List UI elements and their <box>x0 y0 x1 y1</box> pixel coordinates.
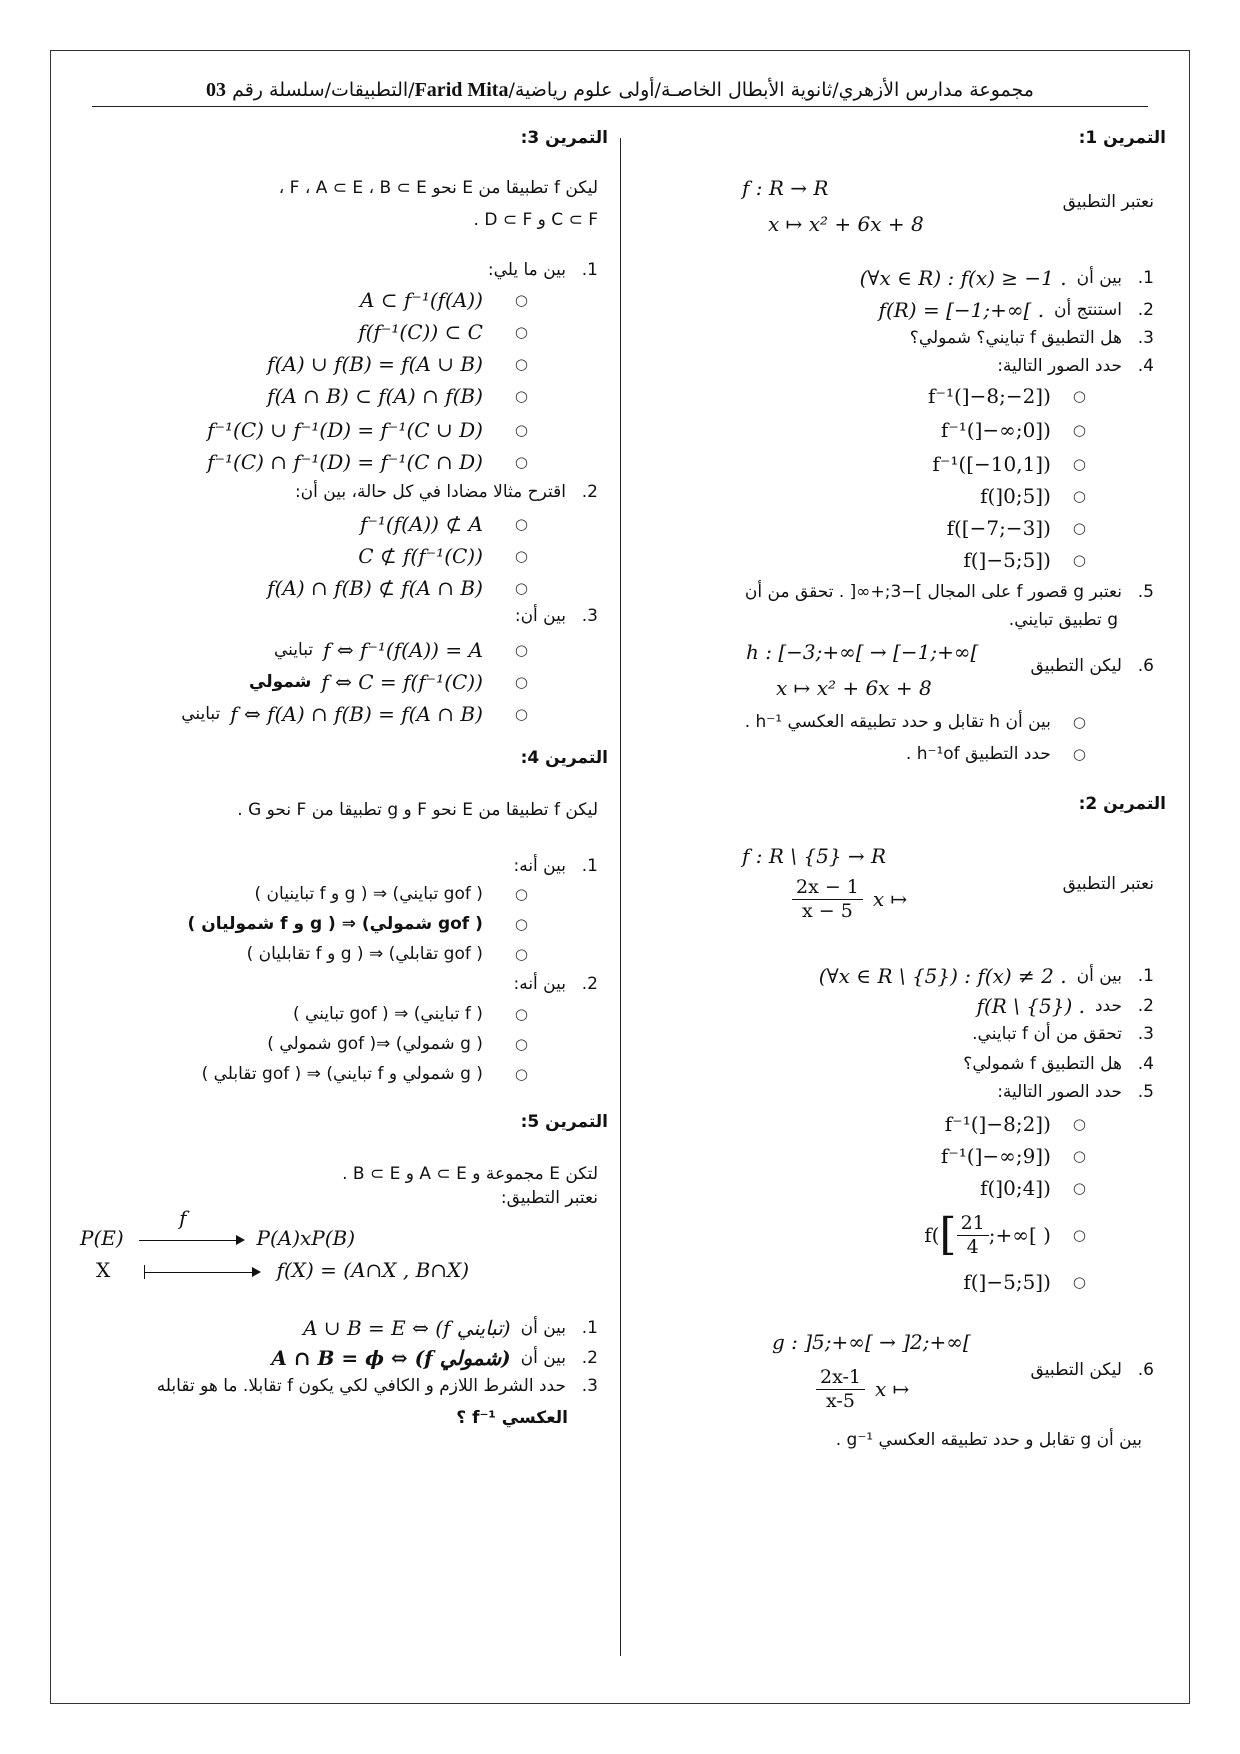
bullet-icon: ○ <box>514 641 528 659</box>
ex5-map-right: P(A)xP(B) <box>256 1226 356 1250</box>
ex5-q3-num: 3. <box>581 1376 598 1396</box>
ex3-q3-text: بين أن: <box>514 606 566 626</box>
ex5-q2 <box>271 1346 598 1370</box>
ex4-q2-item-0: ○ ( f تبايني) ⇒ ( gof تبايني ) <box>292 1004 528 1024</box>
bullet-icon: ○ <box>514 673 528 691</box>
ex3-q3-item-1: ○ f ⇔ C = f(f⁻¹(C)) شمولي <box>249 670 528 694</box>
bullet-icon: ○ <box>1072 1179 1086 1197</box>
ex2-q2-text: حدد <box>1094 996 1122 1016</box>
ex2-q5 <box>997 1082 1154 1102</box>
ex4-q1-item-1: ○ ( gof شمولي) ⇒ ( g و f شموليان ) <box>187 914 528 934</box>
ex2-g-line2 <box>816 1366 909 1413</box>
ex4-q2-item-2: ○ ( g شمولي و f تبايني) ⇒ ( gof تقابلي ) <box>201 1064 528 1084</box>
ex3-q2-num: 2. <box>581 482 598 502</box>
ex3-q3-item-2: ○ f ⇔ f(A) ∩ f(B) = f(A ∩ B) تبايني <box>181 702 528 726</box>
ex4-q1-text: بين أنه: <box>513 856 566 876</box>
ex1-title: التمرين 1: <box>1078 128 1166 148</box>
header-prefix: مجموعة مدارس الأزهري/ثانوية الأبطال الخاصـة/أولى علوم رياضية/ <box>508 79 1034 101</box>
ex2-g-x: x ↦ <box>874 1377 910 1402</box>
bullet-icon: ○ <box>514 515 528 533</box>
ex3-q1-item-3: ○ f(A ∩ B) ⊂ f(A) ∩ f(B) <box>267 384 528 408</box>
ex3-q1-item-5: ○ f⁻¹(C) ∩ f⁻¹(D) = f⁻¹(C ∩ D) <box>207 450 528 474</box>
ex5-q3 <box>157 1376 598 1396</box>
ex3-q3-item-0: ○ f ⇔ f⁻¹(f(A)) = A تبايني <box>274 638 528 662</box>
ex2-g-bot: x-5 <box>826 1389 855 1412</box>
ex4-title: التمرين 4: <box>520 748 608 768</box>
bullet-icon: ○ <box>514 705 528 723</box>
ex2-image-4: ○ f(]−5;5]) <box>963 1270 1086 1294</box>
bullet-icon: ○ <box>1072 745 1086 763</box>
ex1-image-2: ○ f⁻¹([−10,1]) <box>932 452 1086 476</box>
bullet-icon: ○ <box>1072 1147 1086 1165</box>
ex5-q3-text1: حدد الشرط اللازم و الكافي لكي يكون f تقابلا. ما هو تقابله <box>156 1376 566 1396</box>
ex1-q1 <box>860 266 1154 290</box>
column-divider <box>620 138 621 1656</box>
ex2-q5-text: حدد الصور التالية: <box>997 1082 1122 1102</box>
ex5-q1 <box>303 1316 598 1340</box>
ex1-map-line1: f : R → R <box>742 176 829 200</box>
bullet-icon: ○ <box>514 421 528 439</box>
ex4-intro: ليكن f تطبيقا من E نحو F و g تطبيقا من F نحو G . <box>237 800 598 820</box>
bullet-icon: ○ <box>514 387 528 405</box>
ex1-q5-text1: نعتبر g قصور f على المجال ]−3;+∞[ . تحقق من أن <box>744 582 1122 602</box>
ex3-q1-item-0: ○ A ⊂ f⁻¹(f(A)) <box>359 288 528 312</box>
ex5-map-row1 <box>80 1206 356 1250</box>
ex2-g-frac <box>816 1366 865 1413</box>
ex4-q1-item-2: ○ ( gof تقابلي) ⇒ ( g و f تقابليان ) <box>246 944 528 964</box>
bullet-icon: ○ <box>514 323 528 341</box>
bullet-icon: ○ <box>514 453 528 471</box>
ex2-img4-pre: f( <box>924 1223 940 1248</box>
ex1-q6-text: ليكن التطبيق <box>1030 656 1122 676</box>
bullet-icon: ○ <box>1072 487 1086 505</box>
ex1-image-0: ○ f⁻¹(]−8;−2]) <box>928 384 1086 408</box>
ex3-q3-word-0: تبايني <box>274 640 314 660</box>
ex2-q6-num: 6. <box>1137 1360 1154 1380</box>
bullet-icon: ○ <box>514 355 528 373</box>
ex2-image-0: ○ f⁻¹(]−8;2]) <box>944 1112 1086 1136</box>
ex4-q1 <box>513 856 598 876</box>
ex1-h-line1: h : [−3;+∞[ → [−1;+∞[ <box>746 640 979 664</box>
ex1-q2-num: 2. <box>1137 300 1154 320</box>
ex2-map-line2 <box>792 876 907 923</box>
ex3-q2 <box>295 482 598 502</box>
ex2-frac-bot: x − 5 <box>802 899 853 922</box>
ex5-map-x: X <box>96 1258 111 1282</box>
ex2-g-line1: g : ]5;+∞[ → ]2;+∞[ <box>772 1330 971 1354</box>
ex2-img4-frac <box>957 1212 989 1259</box>
ex2-image-1: ○ f⁻¹(]−∞;9]) <box>940 1144 1086 1168</box>
ex3-q1-item-1: ○ f(f⁻¹(C)) ⊂ C <box>358 320 528 344</box>
ex3-q1-item-2: ○ f(A) ∪ f(B) = f(A ∪ B) <box>267 352 528 376</box>
ex3-intro1: ليكن f تطبيقا من E نحو F ، A ⊂ E ، B ⊂ E ، <box>278 178 598 198</box>
header-rule <box>92 106 1148 107</box>
ex2-frac-top: 2x − 1 <box>792 876 863 900</box>
ex1-q6a: ○ بين أن h تقابل و حدد تطبيقه العكسي h⁻¹ . <box>744 712 1086 732</box>
bullet-icon: ○ <box>514 579 528 597</box>
ex1-q1-text: بين أن <box>1076 268 1122 288</box>
bullet-icon: ○ <box>514 1065 528 1083</box>
ex2-q2-math: f(R \ {5}) . <box>976 994 1085 1018</box>
ex1-image-4: ○ f([−7;−3]) <box>946 516 1086 540</box>
ex1-image-1: ○ f⁻¹(]−∞;0]) <box>940 418 1086 442</box>
ex3-q3-num: 3. <box>581 606 598 626</box>
bullet-icon: ○ <box>1072 421 1086 439</box>
ex2-img4-post: ;+∞[ ) <box>988 1223 1051 1248</box>
ex1-q1-num: 1. <box>1137 268 1154 288</box>
bullet-icon: ○ <box>514 945 528 963</box>
bullet-icon: ○ <box>514 1035 528 1053</box>
ex5-q2-text: بين أن <box>520 1348 566 1368</box>
ex2-title: التمرين 2: <box>1078 794 1166 814</box>
ex2-g-top: 2x-1 <box>816 1366 865 1390</box>
bullet-icon: ○ <box>514 547 528 565</box>
ex1-image-5: ○ f(]−5;5]) <box>963 548 1086 572</box>
ex5-intro1: لتكن E مجموعة و A ⊂ E و B ⊂ E . <box>342 1164 598 1184</box>
bullet-icon: ○ <box>1072 1273 1086 1291</box>
maps-to-arrow <box>144 1262 264 1282</box>
ex2-q6a: بين أن g تقابل و حدد تطبيقه العكسي g⁻¹ . <box>835 1430 1142 1450</box>
ex1-h-line2: x ↦ x² + 6x + 8 <box>776 676 932 700</box>
ex1-q5-text2: g تطبيق تبايني. <box>1008 610 1118 630</box>
ex3-q3-word-1: شمولي <box>249 672 312 692</box>
ex3-q2-text: اقترح مثالا مضادا في كل حالة، بين أن: <box>294 482 566 502</box>
ex2-image-2: ○ f(]0;4]) <box>980 1176 1086 1200</box>
ex2-q6-text: ليكن التطبيق <box>1030 1360 1122 1380</box>
header-suffix: /التطبيقات/سلسلة رقم <box>232 79 415 101</box>
ex1-q6b: ○ حدد التطبيق h⁻¹of . <box>905 744 1086 764</box>
ex3-intro2: C ⊂ F و D ⊂ F . <box>473 210 598 230</box>
ex1-map-line2: x ↦ x² + 6x + 8 <box>768 212 924 236</box>
ex5-map-arrow <box>135 1206 245 1250</box>
ex2-q5-num: 5. <box>1137 1082 1154 1102</box>
ex2-q2 <box>977 994 1154 1018</box>
ex4-q2-text: بين أنه: <box>513 974 566 994</box>
ex5-q1-num: 1. <box>581 1318 598 1338</box>
ex2-map-line1: f : R \ {5} → R <box>742 844 887 868</box>
ex3-q2-item-2: ○ f(A) ∩ f(B) ⊄ f(A ∩ B) <box>267 576 528 600</box>
ex2-img4-top: 21 <box>957 1212 989 1236</box>
ex2-q3-text: تحقق من أن f تبايني. <box>972 1024 1122 1044</box>
ex2-q1-math: (∀x ∈ R \ {5}) : f(x) ≠ 2 . <box>818 964 1067 988</box>
ex2-image-3: ○ f( [ $\frac{21}{4}$ ;+∞[ ) <box>924 1209 1086 1261</box>
ex2-q3-num: 3. <box>1137 1024 1154 1044</box>
ex3-q1-text: بين ما يلي: <box>487 260 566 280</box>
ex5-intro2: نعتبر التطبيق: <box>500 1188 598 1208</box>
ex1-q6-num: 6. <box>1137 656 1154 676</box>
ex2-q6 <box>1031 1360 1154 1380</box>
bullet-icon: ○ <box>514 885 528 903</box>
ex3-q2-item-1: ○ C ⊄ f(f⁻¹(C)) <box>358 544 528 568</box>
bullet-icon: ○ <box>1072 455 1086 473</box>
ex3-title: التمرين 3: <box>520 128 608 148</box>
bullet-icon: ○ <box>1072 713 1086 731</box>
ex5-q2-math: A ∩ B = ϕ ⇔ (f شمولي) <box>271 1346 511 1370</box>
ex4-q1-item-0: ○ ( gof تبايني) ⇒ ( g و f تباينيان ) <box>254 884 528 904</box>
ex5-q3-text2: العكسي f⁻¹ ؟ <box>456 1408 568 1428</box>
ex4-q2 <box>513 974 598 994</box>
ex1-q3-text: هل التطبيق f تبايني؟ شمولي؟ <box>909 328 1122 348</box>
ex1-q3 <box>910 328 1154 348</box>
ex2-intro: نعتبر التطبيق <box>1062 874 1154 894</box>
ex3-q3-word-2: تبايني <box>181 704 221 724</box>
ex5-map-left: P(E) <box>80 1226 124 1250</box>
ex1-intro: نعتبر التطبيق <box>1062 192 1154 212</box>
ex3-q1 <box>488 260 598 280</box>
header-number: 03 <box>206 79 227 101</box>
ex5-map-img: f(X) = (A∩X , B∩X) <box>276 1258 470 1282</box>
ex2-q4-text: هل التطبيق f شمولي؟ <box>963 1054 1122 1074</box>
ex1-q3-num: 3. <box>1137 328 1154 348</box>
ex3-q2-item-0: ○ f⁻¹(f(A)) ⊄ A <box>359 512 528 536</box>
ex2-q4 <box>963 1054 1154 1074</box>
ex5-title: التمرين 5: <box>520 1112 608 1132</box>
ex2-q4-num: 4. <box>1137 1054 1154 1074</box>
ex1-q4 <box>997 356 1154 376</box>
ex3-q1-item-4: ○ f⁻¹(C) ∪ f⁻¹(D) = f⁻¹(C ∪ D) <box>207 418 528 442</box>
ex5-q1-math: A ∪ B = E ⇔ (f تبايني) <box>303 1316 511 1340</box>
ex1-q4-num: 4. <box>1137 356 1154 376</box>
ex1-q5-num: 5. <box>1137 582 1154 602</box>
ex2-q1 <box>819 964 1154 988</box>
ex2-img4-bot: 4 <box>966 1235 979 1258</box>
ex3-q1-num: 1. <box>581 260 598 280</box>
ex4-q1-num: 1. <box>581 856 598 876</box>
ex5-q1-text: بين أن <box>520 1318 566 1338</box>
ex2-map-x: x ↦ <box>872 887 908 912</box>
ex2-fraction <box>792 876 863 923</box>
ex2-q1-text: بين أن <box>1076 966 1122 986</box>
ex1-q2-text: استنتج أن <box>1054 300 1122 320</box>
ex4-q2-num: 2. <box>581 974 598 994</box>
ex1-q1-math: (∀x ∈ R) : f(x) ≥ −1 . <box>859 266 1067 290</box>
ex1-q2-math: f(R) = [−1;+∞[ . <box>878 298 1045 322</box>
header-author: Farid Mita <box>414 79 509 101</box>
ex5-map-row2 <box>96 1258 469 1282</box>
bullet-icon: ○ <box>1072 551 1086 569</box>
bullet-icon: ○ <box>1072 519 1086 537</box>
bullet-icon: ○ <box>1072 1115 1086 1133</box>
bullet-icon: ○ <box>514 915 528 933</box>
ex1-q2 <box>879 298 1154 322</box>
ex5-q2-num: 2. <box>581 1348 598 1368</box>
ex3-q3 <box>515 606 598 626</box>
bullet-icon: ○ <box>514 1005 528 1023</box>
ex1-q4-text: حدد الصور التالية: <box>997 356 1122 376</box>
ex2-q2-num: 2. <box>1137 996 1154 1016</box>
bullet-icon: ○ <box>514 291 528 309</box>
ex2-q1-num: 1. <box>1137 966 1154 986</box>
ex5-map-f: f <box>179 1206 187 1230</box>
ex4-q2-item-1: ○ ( g شمولي) ⇒( gof شمولي ) <box>267 1034 528 1054</box>
ex1-image-3: ○ f(]0;5]) <box>980 484 1086 508</box>
ex1-q6 <box>1031 656 1154 676</box>
bullet-icon: ○ <box>1072 1226 1086 1245</box>
page-header <box>92 74 1148 106</box>
bullet-icon: ○ <box>1072 387 1086 405</box>
ex1-q5 <box>745 582 1154 602</box>
ex2-q3 <box>972 1024 1154 1044</box>
